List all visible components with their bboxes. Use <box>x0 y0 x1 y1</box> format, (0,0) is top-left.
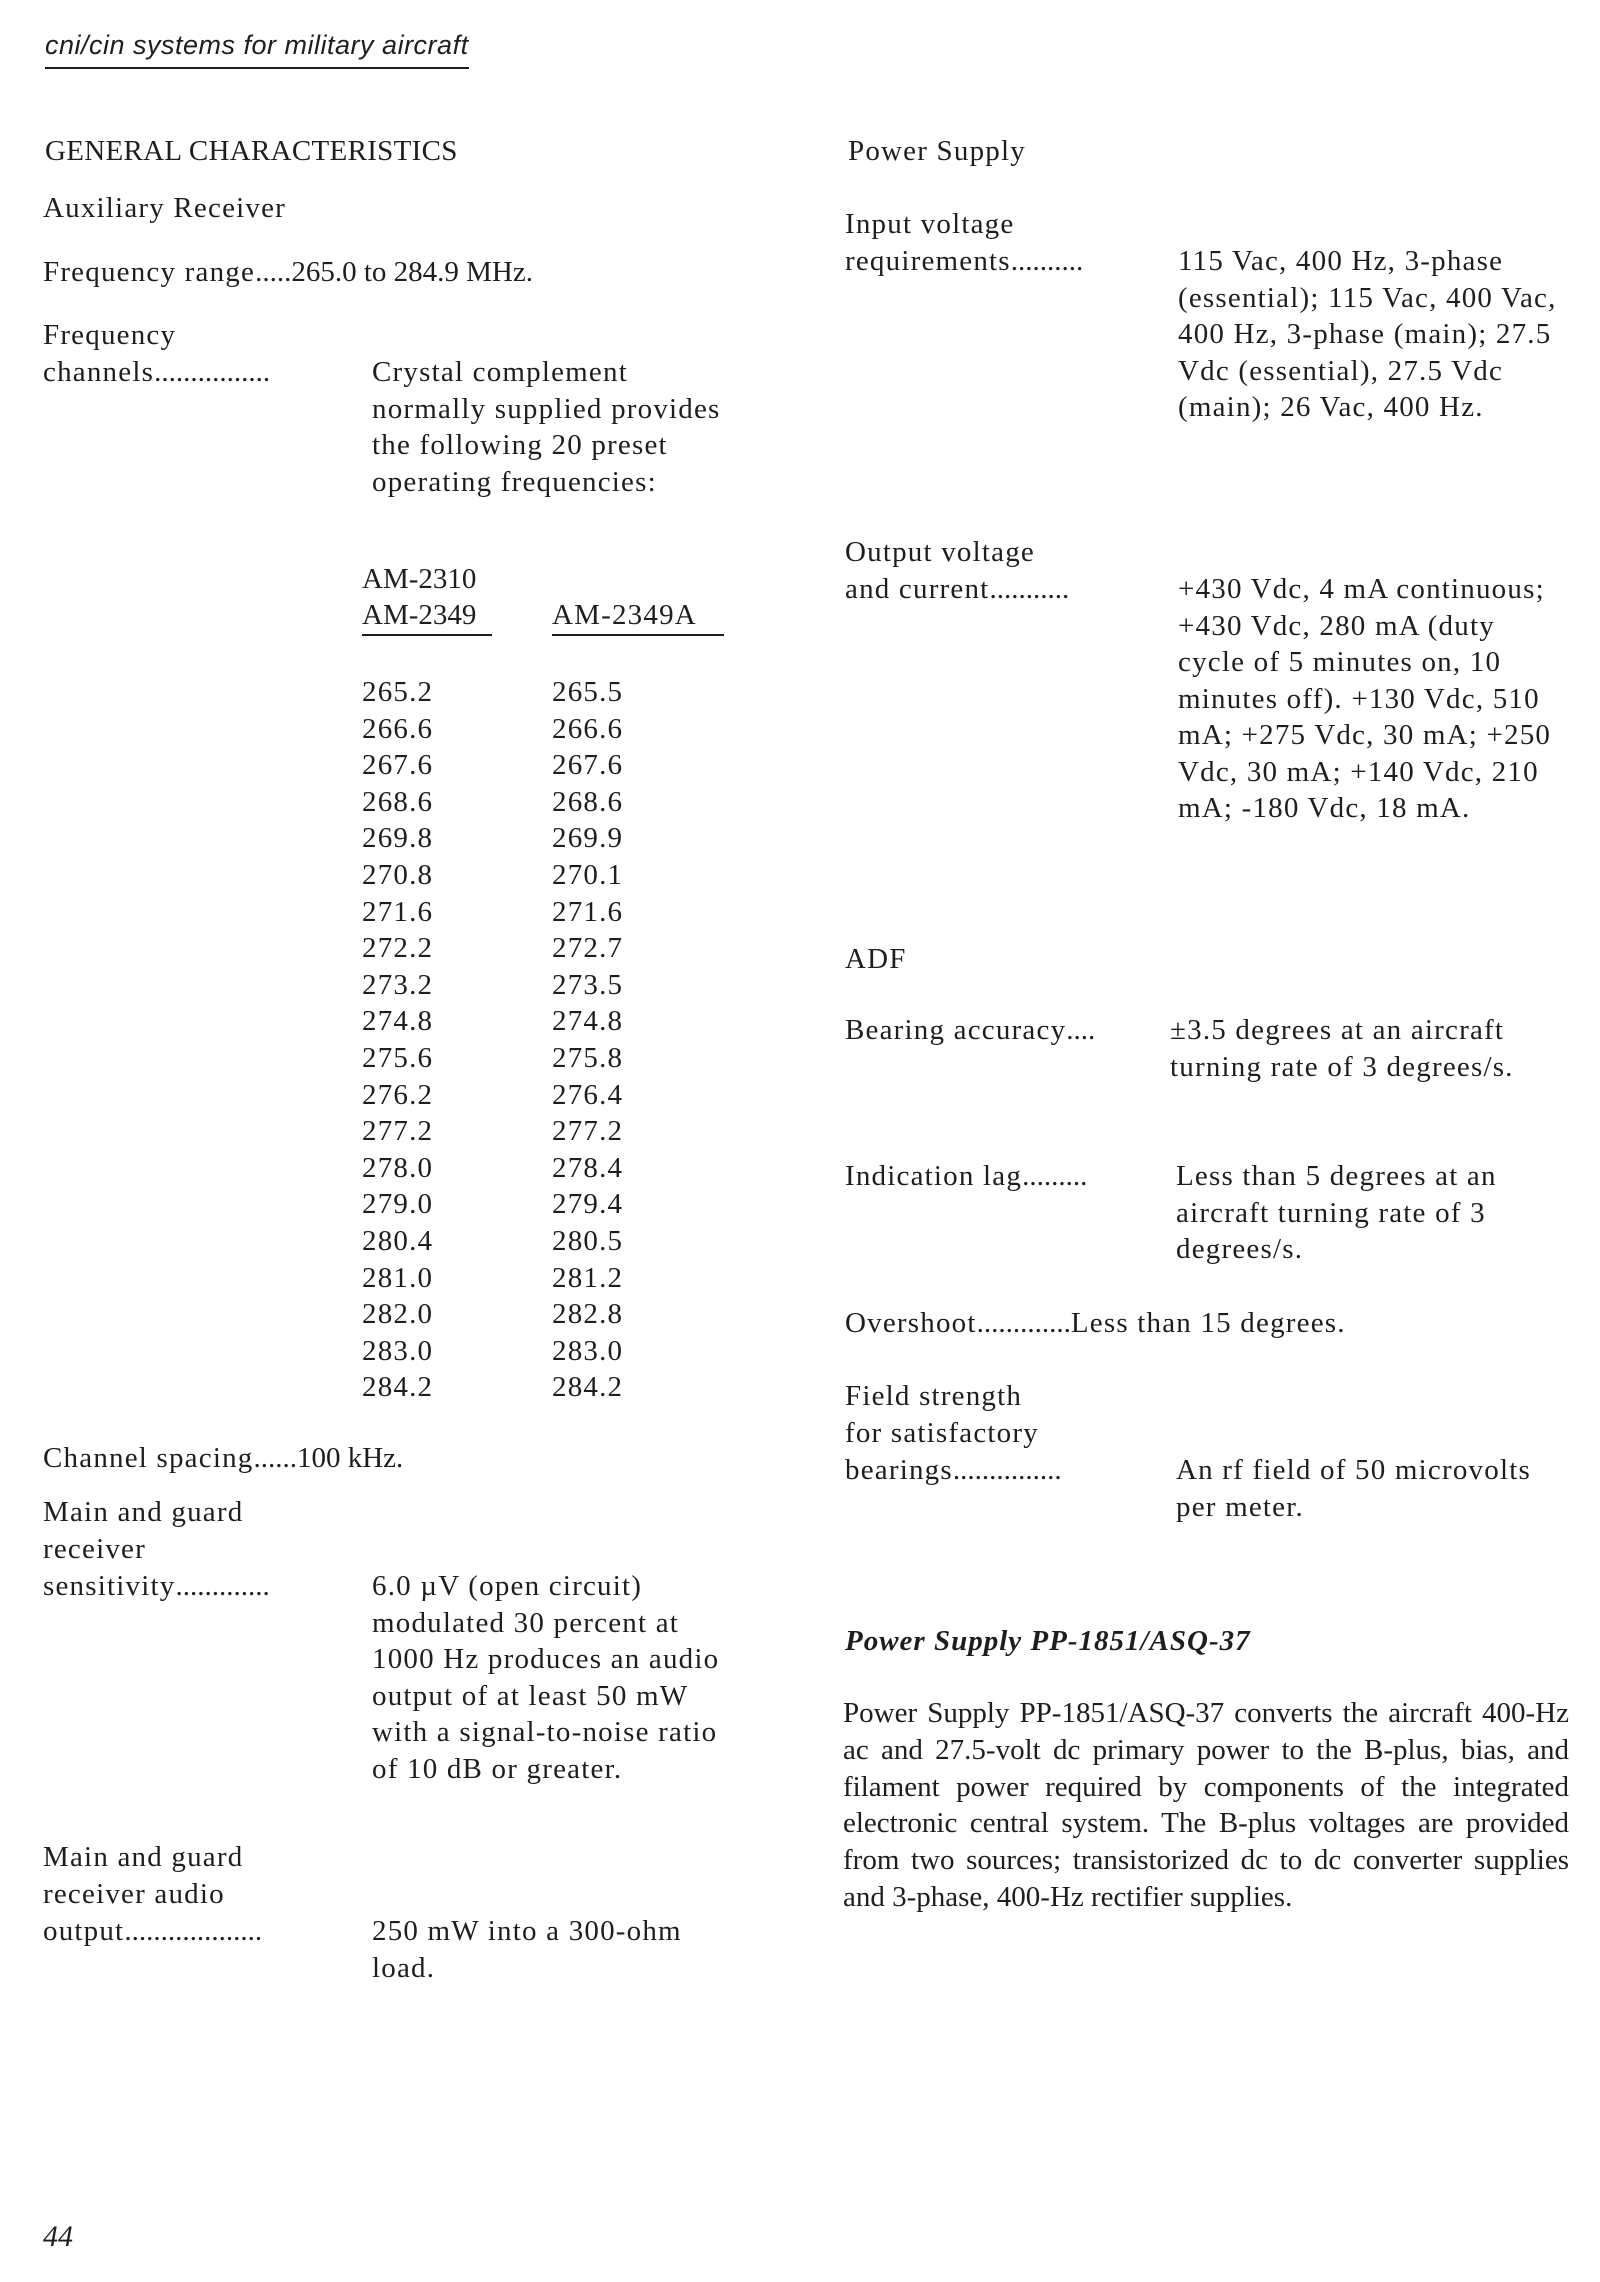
freq-cell-am2349a: 279.4 <box>552 1188 624 1221</box>
page-number: 44 <box>43 2220 73 2253</box>
freq-cell-am2349a: 280.5 <box>552 1225 624 1257</box>
sensitivity-term-1: Main and guard <box>43 1496 244 1528</box>
channel-spacing-value: 100 kHz. <box>296 1442 404 1474</box>
freq-cell-am2349a: 265.5 <box>552 676 624 708</box>
input-voltage-term-1: Input voltage <box>845 208 1015 240</box>
freq-cell-am2349: 273.2 <box>362 968 434 1001</box>
audio-output-term-1: Main and guard <box>43 1841 244 1873</box>
freq-cell-am2349: 279.0 <box>362 1188 434 1221</box>
freq-cell-am2349a: 272.7 <box>552 932 624 965</box>
pp1851-paragraph: Power Supply PP-1851/ASQ-37 converts the aircraft 400-Hz ac and 27.5-volt dc primary power to the B-plus, bias, and filament power required by components of the integrated electronic central system. The B-plus voltages are provided from two sources; transistorized dc to dc converter supplies and 3-phase, 400-Hz rectifier supplies. <box>843 1697 1569 1913</box>
freq-channels-term-2: channels <box>43 356 155 388</box>
freq-cell-am2349a: 276.4 <box>552 1078 624 1111</box>
field-strength-term-3: bearings <box>845 1454 953 1486</box>
freq-cell-am2349a: 275.8 <box>552 1042 624 1074</box>
pp1851-title: Power Supply PP-1851/ASQ-37 <box>845 1625 1251 1657</box>
running-header: cni/cin systems for military aircraft <box>45 30 469 69</box>
freq-cell-am2349a: 274.8 <box>552 1005 624 1038</box>
table-header-am2310: AM-2310 <box>362 563 477 595</box>
table-header-am2349a: AM-2349A <box>552 597 724 636</box>
freq-cell-am2349: 267.6 <box>362 749 434 782</box>
freq-cell-am2349: 266.6 <box>362 712 434 745</box>
freq-cell-am2349: 270.8 <box>362 859 434 891</box>
freq-cell-am2349: 284.2 <box>362 1371 434 1404</box>
leader-dots: .......... <box>1010 245 1084 277</box>
freq-channels-term-row <box>43 354 270 391</box>
input-voltage-term-row <box>845 243 1083 280</box>
freq-cell-am2349: 283.0 <box>362 1334 434 1367</box>
field-strength-term-2: for satisfactory <box>845 1417 1039 1449</box>
sensitivity-term-2: receiver <box>43 1533 146 1565</box>
freq-cell-am2349: 274.8 <box>362 1005 434 1038</box>
audio-output-term-row <box>43 1913 262 1950</box>
freq-cell-am2349a: 266.6 <box>552 712 624 745</box>
indication-lag-value: Less than 5 degrees at an aircraft turning rate of 3 degrees/s. <box>1176 1160 1497 1265</box>
freq-cell-am2349a: 269.9 <box>552 822 624 855</box>
freq-cell-am2349a: 278.4 <box>552 1151 624 1184</box>
freq-cell-am2349a: 277.2 <box>552 1115 624 1148</box>
field-strength-term-row <box>845 1452 1062 1489</box>
leader-dots: ........... <box>989 573 1070 605</box>
leader-dots: ................... <box>124 1915 263 1947</box>
leader-dots: ................ <box>154 356 271 388</box>
freq-cell-am2349: 281.0 <box>362 1261 434 1294</box>
leader-dots: .... <box>1066 1014 1096 1046</box>
leader-dots: ............... <box>952 1454 1062 1486</box>
freq-cell-am2349: 275.6 <box>362 1042 434 1074</box>
indication-lag-row <box>845 1158 1087 1195</box>
freq-cell-am2349a: 283.0 <box>552 1334 624 1367</box>
audio-output-value: 250 mW into a 300-ohm load. <box>372 1915 682 1984</box>
freq-cell-am2349: 280.4 <box>362 1225 434 1257</box>
freq-cell-am2349a: 281.2 <box>552 1261 624 1294</box>
overshoot-value: Less than 15 degrees. <box>1070 1307 1346 1339</box>
sensitivity-term-3: sensitivity <box>43 1570 176 1602</box>
freq-cell-am2349: 282.0 <box>362 1298 434 1331</box>
channel-spacing-row <box>43 1440 403 1477</box>
freq-cell-am2349a: 270.1 <box>552 859 624 891</box>
output-voltage-term-row <box>845 571 1069 608</box>
freq-cell-am2349a: 273.5 <box>552 968 624 1001</box>
table-header-am2349: AM-2349 <box>362 597 492 636</box>
freq-cell-am2349: 272.2 <box>362 932 434 965</box>
freq-cell-am2349: 269.8 <box>362 822 434 855</box>
section-title: GENERAL CHARACTERISTICS <box>45 135 458 167</box>
audio-output-term-3: output <box>43 1915 125 1947</box>
leader-dots: ......... <box>1022 1160 1088 1192</box>
field-strength-term-1: Field strength <box>845 1380 1023 1412</box>
leader-dots: ............. <box>976 1307 1071 1339</box>
channel-spacing-term: Channel spacing <box>43 1442 254 1474</box>
audio-output-term-2: receiver audio <box>43 1878 225 1910</box>
subsection-title: Auxiliary Receiver <box>43 192 287 224</box>
input-voltage-term-2: requirements <box>845 245 1011 277</box>
bearing-accuracy-term: Bearing accuracy <box>845 1014 1067 1046</box>
freq-cell-am2349: 276.2 <box>362 1078 434 1111</box>
overshoot-term: Overshoot <box>845 1307 977 1339</box>
freq-cell-am2349: 268.6 <box>362 785 434 818</box>
bearing-accuracy-row <box>845 1012 1095 1049</box>
leader-dots: ............. <box>175 1570 270 1602</box>
overshoot-row <box>845 1305 1346 1342</box>
leader-dots: ...... <box>253 1442 297 1474</box>
freq-cell-am2349a: 271.6 <box>552 895 624 928</box>
freq-cell-am2349: 265.2 <box>362 676 434 708</box>
adf-title: ADF <box>845 943 907 975</box>
freq-channels-term-1: Frequency <box>43 319 177 351</box>
indication-lag-term: Indication lag <box>845 1160 1023 1192</box>
bearing-accuracy-value: ±3.5 degrees at an aircraft turning rate of 3 degrees/s. <box>1170 1014 1514 1083</box>
freq-cell-am2349a: 284.2 <box>552 1371 624 1404</box>
freq-cell-am2349: 277.2 <box>362 1115 434 1148</box>
freq-cell-am2349: 278.0 <box>362 1151 434 1184</box>
freq-cell-am2349: 271.6 <box>362 895 434 928</box>
sensitivity-value: 6.0 µV (open circuit) modulated 30 percent at 1000 Hz produces an audio output of at least 50 mW with a signal-to-noise ratio of 10 dB or greater. <box>372 1570 720 1785</box>
freq-cell-am2349a: 268.6 <box>552 785 624 818</box>
output-voltage-term-1: Output voltage <box>845 536 1035 568</box>
input-voltage-value: 115 Vac, 400 Hz, 3-phase (essential); 115 Vac, 400 Vac, 400 Hz, 3-phase (main); 27.5 Vdc (essential), 27.5 Vdc (main); 26 Vac, 400 Hz. <box>1178 245 1557 423</box>
freq-range-value: 265.0 to 284.9 MHz. <box>291 256 533 288</box>
output-voltage-term-2: and current <box>845 573 990 605</box>
freq-range-term: Frequency range <box>43 256 256 288</box>
freq-range-row <box>43 254 533 291</box>
freq-cell-am2349a: 282.8 <box>552 1298 624 1331</box>
freq-cell-am2349a: 267.6 <box>552 749 624 782</box>
output-voltage-value: +430 Vdc, 4 mA continuous; +430 Vdc, 280 mA (duty cycle of 5 minutes on, 10 minutes off). +130 Vdc, 510 mA; +275 Vdc, 30 mA; +250 Vdc, 30 mA; +140 Vdc, 210 mA; -180 Vdc, 18 mA. <box>1178 573 1552 824</box>
field-strength-value: An rf field of 50 microvolts per meter. <box>1176 1454 1531 1523</box>
leader-dots: ..... <box>255 256 292 288</box>
power-supply-title: Power Supply <box>848 135 1026 167</box>
sensitivity-term-row <box>43 1568 270 1605</box>
freq-channels-value: Crystal complement normally supplied provides the following 20 preset operating frequencies: <box>372 356 721 498</box>
